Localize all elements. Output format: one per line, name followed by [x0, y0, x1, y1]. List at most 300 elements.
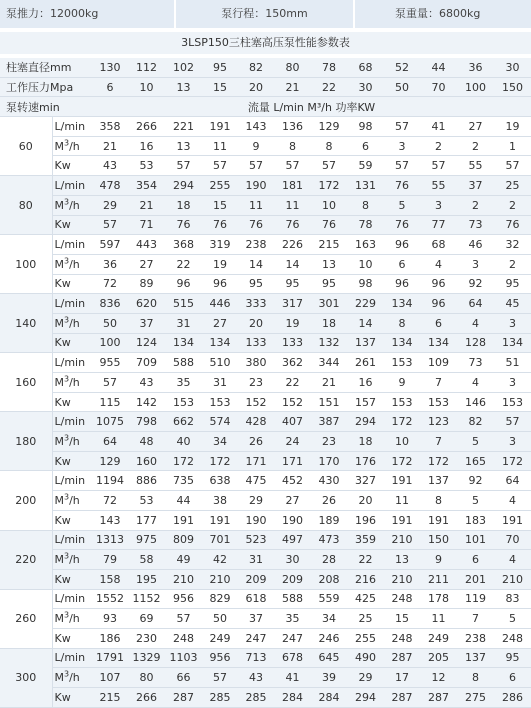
pump-speed: 60: [0, 117, 52, 176]
flow-lmin-value: 955: [92, 353, 128, 373]
power-kw-value: 230: [128, 628, 165, 648]
pump-speed: 180: [0, 412, 52, 471]
power-kw-value: 151: [311, 392, 347, 412]
flow-m3h-value: 40: [165, 432, 202, 452]
flow-lmin-value: 597: [92, 235, 128, 255]
flow-m3h-value: 11: [384, 491, 420, 511]
power-kw-value: 78: [347, 215, 384, 235]
flow-m3h-value: 6: [347, 136, 384, 156]
pump-speed: 220: [0, 530, 52, 589]
flow-lmin-value: 261: [347, 353, 384, 373]
power-kw-value: 195: [128, 569, 165, 589]
flow-lmin-value: 829: [202, 589, 238, 609]
power-kw-value: 210: [384, 569, 420, 589]
flow-lmin-value: 41: [420, 117, 457, 137]
power-kw-value: 134: [494, 333, 531, 353]
unit-kw: Kw: [52, 333, 92, 353]
pressure-value: 50: [384, 77, 420, 97]
unit-lmin: L/min: [52, 589, 92, 609]
power-kw-value: 53: [128, 156, 165, 176]
flow-m3h-value: 4: [494, 491, 531, 511]
power-kw-value: 215: [92, 688, 128, 708]
flow-m3h-value: 49: [165, 550, 202, 570]
speed-flow-lmin-row: [0, 235, 531, 255]
power-kw-value: 177: [128, 510, 165, 530]
speed-flow-m3h-row: [0, 254, 531, 274]
flow-m3h-value: 4: [494, 550, 531, 570]
speed-flow-lmin-row: [0, 412, 531, 432]
flow-lmin-value: 73: [457, 353, 494, 373]
power-kw-value: 157: [347, 392, 384, 412]
flow-m3h-value: 80: [128, 668, 165, 688]
power-kw-value: 191: [202, 510, 238, 530]
unit-kw: Kw: [52, 688, 92, 708]
flow-m3h-value: 5: [457, 432, 494, 452]
flow-m3h-value: 15: [202, 195, 238, 215]
power-kw-value: 124: [128, 333, 165, 353]
flow-lmin-value: 287: [384, 648, 420, 668]
power-kw-value: 247: [274, 628, 311, 648]
flow-m3h-value: 3: [384, 136, 420, 156]
flow-lmin-value: 163: [347, 235, 384, 255]
power-kw-value: 246: [311, 628, 347, 648]
flow-m3h-value: 50: [92, 313, 128, 333]
flow-lmin-value: 446: [202, 294, 238, 314]
flow-m3h-value: 6: [384, 254, 420, 274]
power-kw-value: 133: [274, 333, 311, 353]
power-kw-value: 171: [238, 451, 274, 471]
power-kw-value: 72: [92, 274, 128, 294]
pressure-row: [0, 77, 531, 97]
flow-m3h-value: 50: [202, 609, 238, 629]
flow-lmin-value: 82: [457, 412, 494, 432]
power-kw-value: 57: [274, 156, 311, 176]
flow-lmin-value: 57: [494, 412, 531, 432]
flow-m3h-value: 27: [202, 313, 238, 333]
power-kw-value: 96: [165, 274, 202, 294]
speed-power-kw-row: [0, 569, 531, 589]
unit-m3h-tail: /h: [69, 257, 80, 271]
unit-m3h-base: M: [54, 375, 64, 389]
flow-m3h-value: 8: [457, 668, 494, 688]
flow-lmin-value: 735: [165, 471, 202, 491]
flow-lmin-value: 515: [165, 294, 202, 314]
power-kw-value: 284: [311, 688, 347, 708]
flow-m3h-value: 48: [128, 432, 165, 452]
speed-power-kw-row: [0, 156, 531, 176]
unit-m3h-superscript: 3: [64, 197, 70, 206]
power-kw-value: 249: [420, 628, 457, 648]
flow-lmin-value: 150: [420, 530, 457, 550]
flow-lmin-value: 975: [128, 530, 165, 550]
power-kw-value: 73: [457, 215, 494, 235]
unit-m3h-superscript: 3: [64, 610, 70, 620]
flow-lmin-value: 452: [274, 471, 311, 491]
speed-flow-lmin-row: [0, 648, 531, 668]
flow-lmin-value: 137: [457, 648, 494, 668]
flow-m3h-value: 25: [347, 609, 384, 629]
power-kw-value: 76: [494, 215, 531, 235]
flow-lmin-value: 294: [347, 412, 384, 432]
flow-m3h-value: 11: [202, 136, 238, 156]
power-kw-value: 71: [128, 215, 165, 235]
power-kw-value: 172: [384, 451, 420, 471]
power-kw-value: 248: [384, 628, 420, 648]
flow-m3h-value: 18: [165, 195, 202, 215]
flow-m3h-value: 23: [238, 373, 274, 393]
power-kw-value: 171: [274, 451, 311, 471]
power-kw-value: 287: [384, 688, 420, 708]
unit-kw: Kw: [52, 392, 92, 412]
flow-lmin-value: 191: [202, 117, 238, 137]
pump-speed: 100: [0, 235, 52, 294]
flow-m3h-value: 58: [128, 550, 165, 570]
power-kw-value: 115: [92, 392, 128, 412]
speed-flow-m3h-row: [0, 550, 531, 570]
power-kw-value: 201: [457, 569, 494, 589]
flow-lmin-value: 1791: [92, 648, 128, 668]
flow-lmin-value: 136: [274, 117, 311, 137]
pump-speed: 140: [0, 294, 52, 353]
flow-m3h-value: 7: [420, 432, 457, 452]
flow-m3h-value: 18: [347, 432, 384, 452]
flow-lmin-value: 809: [165, 530, 202, 550]
pressure-value: 6: [92, 77, 128, 97]
flow-lmin-value: 83: [494, 589, 531, 609]
unit-m3h: [52, 609, 92, 629]
flow-lmin-value: 137: [420, 471, 457, 491]
flow-m3h-value: 20: [347, 491, 384, 511]
flow-m3h-value: 31: [202, 373, 238, 393]
flow-m3h-value: 28: [311, 550, 347, 570]
flow-m3h-value: 14: [238, 254, 274, 274]
flow-m3h-value: 1: [494, 136, 531, 156]
pressure-value: 21: [274, 77, 311, 97]
power-kw-value: 76: [202, 215, 238, 235]
flow-m3h-value: 13: [384, 550, 420, 570]
pressure-value: 15: [202, 77, 238, 97]
flow-m3h-value: 57: [165, 609, 202, 629]
flow-m3h-value: 27: [128, 254, 165, 274]
power-kw-value: 275: [457, 688, 494, 708]
unit-m3h: [52, 254, 92, 274]
flow-lmin-value: 95: [494, 648, 531, 668]
flow-lmin-value: 131: [347, 176, 384, 196]
flow-m3h-value: 31: [238, 550, 274, 570]
speed-header-row: [0, 97, 531, 117]
power-kw-value: 96: [420, 274, 457, 294]
flow-m3h-value: 57: [202, 668, 238, 688]
flow-m3h-value: 39: [311, 668, 347, 688]
flow-m3h-value: 19: [202, 254, 238, 274]
flow-lmin-value: 134: [384, 294, 420, 314]
pump-speed: 200: [0, 471, 52, 530]
flow-m3h-value: 26: [238, 432, 274, 452]
power-kw-value: 248: [494, 628, 531, 648]
flow-m3h-value: 43: [238, 668, 274, 688]
flow-m3h-value: 14: [274, 254, 311, 274]
flow-lmin-value: 559: [311, 589, 347, 609]
power-kw-value: 287: [420, 688, 457, 708]
flow-m3h-value: 4: [457, 313, 494, 333]
pressure-value: 22: [311, 77, 347, 97]
power-kw-value: 284: [274, 688, 311, 708]
flow-lmin-value: 1313: [92, 530, 128, 550]
flow-m3h-value: 30: [274, 550, 311, 570]
flow-lmin-value: 713: [238, 648, 274, 668]
plunger-value: 95: [202, 58, 238, 77]
speed-power-kw-row: [0, 215, 531, 235]
power-kw-value: 134: [384, 333, 420, 353]
flow-m3h-value: 34: [202, 432, 238, 452]
unit-m3h-tail: /h: [69, 198, 80, 212]
power-kw-value: 134: [420, 333, 457, 353]
flow-lmin-value: 51: [494, 353, 531, 373]
flow-lmin-value: 255: [202, 176, 238, 196]
flow-m3h-value: 36: [92, 254, 128, 274]
power-kw-value: 57: [420, 156, 457, 176]
flow-lmin-value: 358: [92, 117, 128, 137]
power-kw-value: 133: [238, 333, 274, 353]
table-title: 3LSP150三柱塞高压泵性能参数表: [0, 32, 531, 54]
unit-m3h-tail: /h: [69, 375, 80, 389]
flow-m3h-value: 8: [384, 313, 420, 333]
pressure-value: 70: [420, 77, 457, 97]
flow-lmin-value: 380: [238, 353, 274, 373]
flow-lmin-value: 229: [347, 294, 384, 314]
speed-flow-m3h-row: [0, 609, 531, 629]
unit-m3h-base: M: [54, 257, 64, 271]
flow-lmin-value: 178: [420, 589, 457, 609]
flow-m3h-value: 2: [457, 136, 494, 156]
flow-m3h-value: 44: [165, 491, 202, 511]
power-kw-value: 189: [311, 510, 347, 530]
pressure-value: 30: [347, 77, 384, 97]
unit-m3h: [52, 373, 92, 393]
power-kw-value: 153: [384, 392, 420, 412]
flow-m3h-value: 13: [311, 254, 347, 274]
flow-m3h-value: 21: [92, 136, 128, 156]
unit-m3h-superscript: 3: [64, 137, 70, 147]
pressure-value: 10: [128, 77, 165, 97]
flow-lmin-value: 344: [311, 353, 347, 373]
power-kw-value: 191: [420, 510, 457, 530]
flow-m3h-value: 3: [457, 254, 494, 274]
flow-lmin-value: 181: [274, 176, 311, 196]
unit-lmin: L/min: [52, 412, 92, 432]
flow-lmin-value: 678: [274, 648, 311, 668]
speed-power-kw-row: [0, 392, 531, 412]
flow-m3h-value: 8: [274, 136, 311, 156]
power-kw-value: 209: [274, 569, 311, 589]
flow-m3h-value: 14: [347, 313, 384, 333]
power-kw-value: 186: [92, 628, 128, 648]
power-kw-value: 216: [347, 569, 384, 589]
flow-lmin-value: 836: [92, 294, 128, 314]
speed-flow-m3h-row: [0, 195, 531, 215]
pump-thrust: 泵推力：12000kg: [0, 0, 176, 28]
unit-m3h-superscript: 3: [64, 256, 70, 266]
speed-flow-m3h-row: [0, 491, 531, 511]
flow-lmin-value: 68: [420, 235, 457, 255]
flow-lmin-value: 443: [128, 235, 165, 255]
flow-lmin-value: 109: [420, 353, 457, 373]
power-kw-value: 146: [457, 392, 494, 412]
unit-kw: Kw: [52, 215, 92, 235]
power-kw-value: 57: [238, 156, 274, 176]
flow-m3h-value: 7: [420, 373, 457, 393]
flow-lmin-value: 294: [165, 176, 202, 196]
flow-m3h-value: 57: [92, 373, 128, 393]
flow-m3h-value: 15: [384, 609, 420, 629]
flow-lmin-value: 317: [274, 294, 311, 314]
pump-speed: 260: [0, 589, 52, 648]
power-kw-value: 76: [274, 215, 311, 235]
power-kw-value: 76: [384, 215, 420, 235]
unit-m3h: [52, 550, 92, 570]
power-kw-value: 95: [311, 274, 347, 294]
flow-lmin-value: 662: [165, 412, 202, 432]
power-kw-value: 210: [165, 569, 202, 589]
power-kw-value: 76: [238, 215, 274, 235]
flow-lmin-value: 25: [494, 176, 531, 196]
unit-m3h-base: M: [54, 493, 64, 507]
unit-lmin: L/min: [52, 235, 92, 255]
power-kw-value: 129: [92, 451, 128, 471]
power-kw-value: 134: [202, 333, 238, 353]
power-kw-value: 132: [311, 333, 347, 353]
power-kw-value: 247: [238, 628, 274, 648]
speed-flow-lmin-row: [0, 117, 531, 137]
flow-m3h-value: 6: [420, 313, 457, 333]
unit-m3h-superscript: 3: [64, 374, 70, 384]
flow-lmin-value: 215: [311, 235, 347, 255]
speed-power-kw-row: [0, 628, 531, 648]
flow-m3h-value: 23: [311, 432, 347, 452]
pressure-label: 工作压力Mpa: [0, 77, 92, 97]
flow-m3h-value: 3: [494, 313, 531, 333]
unit-m3h-tail: /h: [69, 493, 80, 507]
unit-m3h: [52, 668, 92, 688]
power-kw-value: 170: [311, 451, 347, 471]
power-kw-value: 172: [202, 451, 238, 471]
flow-m3h-value: 9: [384, 373, 420, 393]
unit-m3h-tail: /h: [69, 434, 80, 448]
flow-m3h-value: 29: [238, 491, 274, 511]
power-kw-value: 57: [92, 215, 128, 235]
flow-lmin-value: 226: [274, 235, 311, 255]
flow-lmin-value: 333: [238, 294, 274, 314]
flow-m3h-value: 22: [165, 254, 202, 274]
flow-m3h-value: 29: [347, 668, 384, 688]
speed-flow-lmin-row: [0, 530, 531, 550]
power-kw-value: 190: [274, 510, 311, 530]
flow-lmin-value: 497: [274, 530, 311, 550]
flow-m3h-value: 29: [92, 195, 128, 215]
unit-kw: Kw: [52, 274, 92, 294]
flow-m3h-value: 21: [311, 373, 347, 393]
flow-m3h-value: 35: [165, 373, 202, 393]
flow-m3h-value: 7: [457, 609, 494, 629]
flow-lmin-value: 27: [457, 117, 494, 137]
flow-m3h-value: 4: [420, 254, 457, 274]
flow-lmin-value: 248: [384, 589, 420, 609]
flow-lmin-value: 301: [311, 294, 347, 314]
flow-lmin-value: 319: [202, 235, 238, 255]
flow-lmin-value: 956: [165, 589, 202, 609]
flow-m3h-value: 6: [494, 668, 531, 688]
unit-lmin: L/min: [52, 530, 92, 550]
unit-m3h-base: M: [54, 316, 64, 330]
flow-m3h-value: 79: [92, 550, 128, 570]
flow-m3h-value: 10: [347, 254, 384, 274]
power-kw-value: 153: [494, 392, 531, 412]
speed-power-kw-row: [0, 451, 531, 471]
flow-m3h-value: 11: [238, 195, 274, 215]
speed-flow-lmin-row: [0, 176, 531, 196]
unit-m3h-superscript: 3: [64, 315, 70, 325]
unit-lmin: L/min: [52, 117, 92, 137]
unit-m3h: [52, 432, 92, 452]
flow-lmin-value: 430: [311, 471, 347, 491]
flow-lmin-value: 588: [274, 589, 311, 609]
power-kw-value: 210: [202, 569, 238, 589]
power-kw-value: 285: [238, 688, 274, 708]
flow-lmin-value: 354: [128, 176, 165, 196]
flow-lmin-value: 1075: [92, 412, 128, 432]
flow-m3h-value: 26: [311, 491, 347, 511]
unit-m3h-tail: /h: [69, 316, 80, 330]
flow-m3h-value: 35: [274, 609, 311, 629]
flow-lmin-value: 55: [420, 176, 457, 196]
flow-m3h-value: 2: [494, 254, 531, 274]
unit-m3h-superscript: 3: [64, 551, 70, 561]
flow-lmin-value: 490: [347, 648, 384, 668]
unit-m3h-tail: /h: [69, 553, 80, 567]
flow-m3h-value: 5: [494, 609, 531, 629]
flow-lmin-value: 172: [311, 176, 347, 196]
flow-lmin-value: 645: [311, 648, 347, 668]
unit-m3h-base: M: [54, 434, 64, 448]
plunger-value: 102: [165, 58, 202, 77]
flow-lmin-value: 1552: [92, 589, 128, 609]
unit-lmin: L/min: [52, 353, 92, 373]
speed-power-kw-row: [0, 688, 531, 708]
power-kw-value: 176: [347, 451, 384, 471]
power-kw-value: 172: [494, 451, 531, 471]
flow-m3h-value: 66: [165, 668, 202, 688]
flow-lmin-value: 98: [347, 117, 384, 137]
unit-kw: Kw: [52, 156, 92, 176]
pump-speed: 160: [0, 353, 52, 412]
flow-m3h-value: 22: [274, 373, 311, 393]
flow-lmin-value: 407: [274, 412, 311, 432]
flow-lmin-value: 1329: [128, 648, 165, 668]
unit-m3h-tail: /h: [69, 671, 80, 685]
plunger-value: 130: [92, 58, 128, 77]
flow-lmin-value: 70: [494, 530, 531, 550]
power-kw-value: 266: [128, 688, 165, 708]
flow-label: 流量 L/min M³/h 功率KW: [92, 97, 531, 117]
unit-m3h: [52, 136, 92, 156]
flow-lmin-value: 473: [311, 530, 347, 550]
power-kw-value: 153: [202, 392, 238, 412]
pump-speed: 300: [0, 648, 52, 707]
power-kw-value: 286: [494, 688, 531, 708]
flow-m3h-value: 43: [128, 373, 165, 393]
flow-m3h-value: 42: [202, 550, 238, 570]
power-kw-value: 134: [165, 333, 202, 353]
